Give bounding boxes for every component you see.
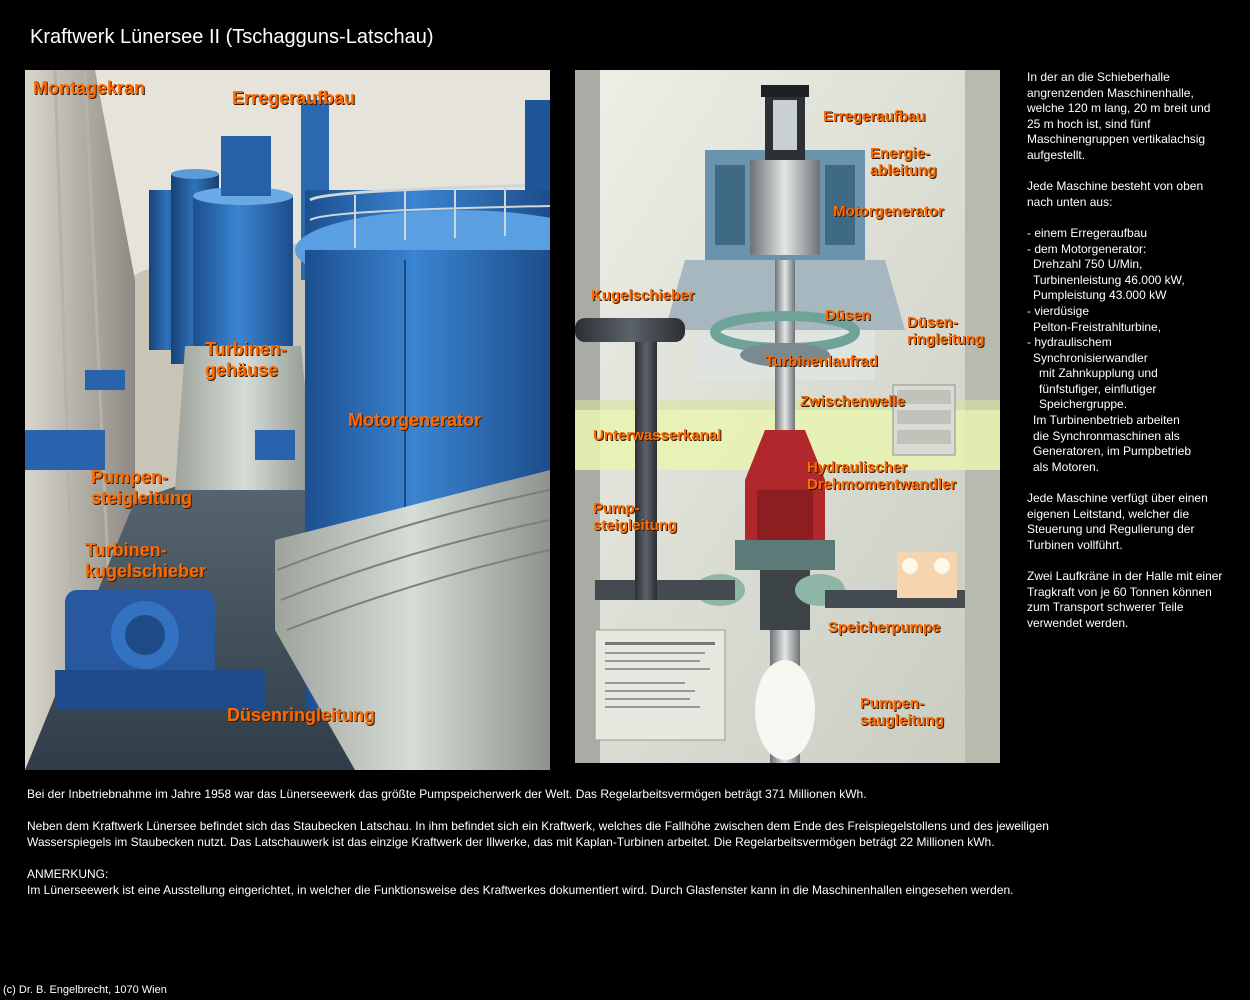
list-line: als Motoren. xyxy=(1033,459,1100,474)
label-pumpsteigleitung-line2: steigleitung xyxy=(593,517,678,534)
label-kugelschieber: Kugelschieber xyxy=(591,287,695,304)
copyright-footer: (c) Dr. B. Engelbrecht, 1070 Wien xyxy=(3,984,167,996)
list-line: Synchronisierwandler xyxy=(1033,350,1148,365)
label-pumpensteigleitung-line1: Pumpen- xyxy=(91,467,169,487)
label-duesen: Düsen xyxy=(825,307,871,324)
list-line: - vierdüsige xyxy=(1027,303,1090,318)
page-title: Kraftwerk Lünersee II (Tschagguns-Latschau) xyxy=(30,26,434,48)
machine-hall-photo xyxy=(25,70,550,770)
label-unterwasserkanal: Unterwasserkanal xyxy=(593,427,722,444)
label-motorgenerator: Motorgenerator xyxy=(348,410,482,430)
list-line: die Synchronmaschinen als xyxy=(1033,428,1180,443)
bottom-latschau-line1: Neben dem Kraftwerk Lünersee befindet sich das Staubecken Latschau. In ihm befindet sich ein Kraftwerk, welches die Fallhöhe zwischen dem Ende des Freispiegelstollens und des jeweiligen xyxy=(27,819,1049,833)
list-line: Generatoren, im Pumpbetrieb xyxy=(1033,444,1192,459)
machine-model-photo xyxy=(575,70,1000,763)
note-heading: ANMERKUNG: xyxy=(27,867,109,881)
bottom-note xyxy=(27,866,1227,898)
list-line: - einem Erregeraufbau xyxy=(1027,225,1148,240)
label-erregeraufbau: Erregeraufbau xyxy=(232,88,356,108)
label-turbinengehaeuse xyxy=(205,339,287,381)
label-zwischenwelle: Zwischenwelle xyxy=(800,393,906,410)
list-line: Drehzahl 750 U/Min, xyxy=(1033,257,1143,272)
label-pumpensteigleitung xyxy=(91,467,192,509)
bottom-paragraph-latschau xyxy=(27,818,1227,850)
label-duesenringleitung-model xyxy=(907,314,985,348)
bottom-description xyxy=(27,786,1227,914)
label-energieableitung xyxy=(870,145,937,179)
label-pumpensteigleitung-line2: steigleitung xyxy=(91,488,193,508)
side-description xyxy=(1027,70,1227,647)
label-hydraulischer-line2: Drehmomentwandler xyxy=(807,476,957,493)
label-turbinenlaufrad: Turbinenlaufrad xyxy=(765,353,879,370)
label-pumpsteigleitung xyxy=(593,500,677,534)
label-duesenringleitung-line2: ringleitung xyxy=(907,331,985,348)
list-line: Speichergruppe. xyxy=(1039,397,1128,412)
list-line: Turbinenleistung 46.000 kW, xyxy=(1033,272,1185,287)
label-duesenringleitung-line1: Düsen- xyxy=(907,314,958,331)
label-turbinengehaeuse-line1: Turbinen- xyxy=(205,339,287,359)
side-paragraph-intro: Jede Maschine besteht von oben nach unten aus: xyxy=(1027,179,1204,209)
side-paragraph-control: Jede Maschine verfügt über einen eigenen Leitstand, welcher die Steuerung und Regulierung der Turbinen vollführt. xyxy=(1027,491,1208,552)
list-line: Im Turbinenbetrieb arbeiten xyxy=(1033,413,1180,428)
note-text: Im Lünerseewerk ist eine Ausstellung eingerichtet, in welcher die Funktionsweise des Kraftwerkes dokumentiert wird. Durch Glasfenster kann in die Maschinenhallen eingesehen werden. xyxy=(27,883,1014,897)
label-pumpensaugleitung-line2: saugleitung xyxy=(860,712,945,729)
side-component-list xyxy=(1027,226,1227,476)
label-pumpensaugleitung xyxy=(860,695,944,729)
label-duesenringleitung: Düsenringleitung xyxy=(227,705,375,725)
list-line: Pelton-Freistrahlturbine, xyxy=(1033,319,1162,334)
label-pumpensaugleitung-line1: Pumpen- xyxy=(860,695,925,712)
list-line: mit Zahnkupplung und xyxy=(1039,366,1158,381)
side-paragraph-cranes: Zwei Laufkräne in der Halle mit einer Tragkraft von je 60 Tonnen können zum Transport schwerer Teile verwendet werden. xyxy=(1027,569,1223,630)
side-paragraph-hall: In der an die Schieberhalle angrenzenden Maschinenhalle, welche 120 m lang, 20 m breit und 25 m hoch ist, sind fünf Maschinengruppen vertikalachsig aufgestellt. xyxy=(1027,70,1211,162)
label-hydraulischer-drehmomentwandler xyxy=(807,459,956,493)
label-motorgenerator-model: Motorgenerator xyxy=(833,203,944,220)
label-pumpsteigleitung-line1: Pump- xyxy=(593,500,640,517)
label-turbinenkugelschieber xyxy=(85,540,206,582)
list-line: - dem Motorgenerator: xyxy=(1027,241,1147,256)
label-erregeraufbau-model: Erregeraufbau xyxy=(823,108,926,125)
list-line: - hydraulischem xyxy=(1027,335,1112,350)
label-energieableitung-line1: Energie- xyxy=(870,145,931,162)
bottom-paragraph-history: Bei der Inbetriebnahme im Jahre 1958 war das Lünerseewerk das größte Pumpspeicherwerk der Welt. Das Regelarbeitsvermögen beträgt 371 Millionen kWh. xyxy=(27,787,867,801)
label-montagekran: Montagekran xyxy=(33,78,146,98)
label-energieableitung-line2: ableitung xyxy=(870,162,937,179)
list-line: fünfstufiger, einflutiger xyxy=(1039,381,1157,396)
bottom-latschau-line2: Wasserspiegels im Staubecken nutzt. Das Latschauwerk ist das einzige Kraftwerk der Illwerke, das mit Kaplan-Turbinen arbeitet. Die Regelarbeitsvermögen beträgt 22 Millionen kWh. xyxy=(27,835,995,849)
label-hydraulischer-line1: Hydraulischer xyxy=(807,459,908,476)
label-turbinenkugelschieber-line1: Turbinen- xyxy=(85,540,167,560)
label-speicherpumpe: Speicherpumpe xyxy=(828,619,941,636)
label-turbinengehaeuse-line2: gehäuse xyxy=(205,360,279,380)
list-line: Pumpleistung 43.000 kW xyxy=(1033,288,1167,303)
label-turbinenkugelschieber-line2: kugelschieber xyxy=(85,561,207,581)
